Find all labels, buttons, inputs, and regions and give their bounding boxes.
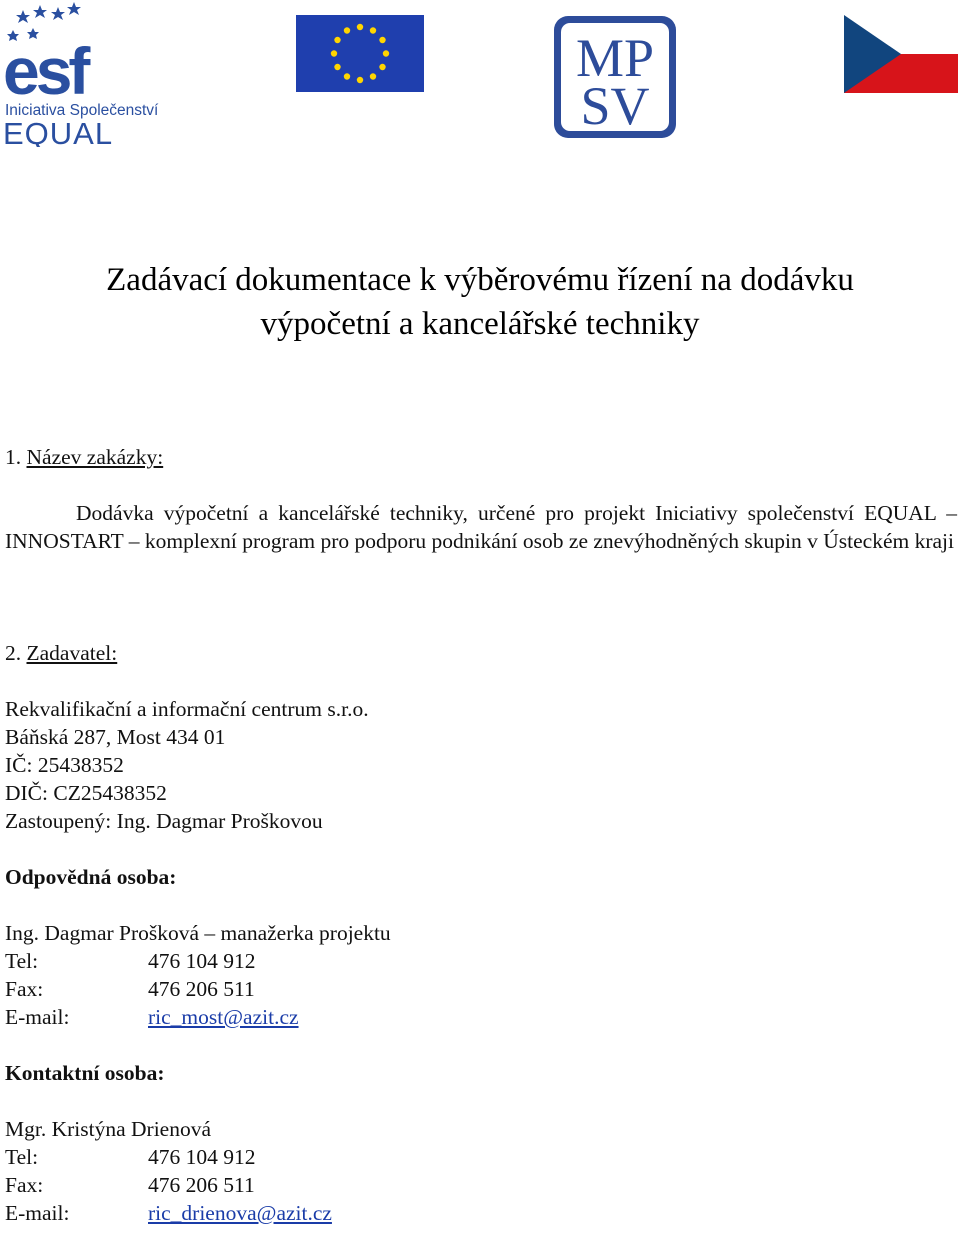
contract-description: Dodávka výpočetní a kancelářské techniky, určené pro projekt Iniciativy společenství EQUAL – INNOSTART – komplexní program pro podporu podnikání osob ze znevýhodněných skupin v Ústeckém kraji: [5, 501, 957, 553]
responsible-fax-value: 476 206 511: [148, 977, 255, 1001]
contracting-authority-address: Báňská 287, Most 434 01: [5, 725, 226, 749]
esf-equal-logo: [3, 2, 171, 147]
section2-heading: [5, 639, 117, 667]
section1-number: 1.: [5, 445, 22, 469]
contact-person-heading: Kontaktní osoba:: [5, 1061, 165, 1085]
mpsv-logo: [552, 14, 678, 140]
section1-heading: [5, 443, 163, 471]
responsible-tel-row: [5, 947, 256, 975]
contracting-authority-representative: Zastoupený: Ing. Dagmar Proškovou: [5, 809, 323, 833]
responsible-person-heading: Odpovědná osoba:: [5, 865, 177, 889]
contact-fax-value: 476 206 511: [148, 1173, 255, 1197]
contracting-authority-name: Rekvalifikační a informační centrum s.r.o.: [5, 697, 369, 721]
contact-fax-label: Fax:: [5, 1173, 44, 1197]
responsible-person-name: Ing. Dagmar Prošková – manažerka projektu: [5, 921, 391, 945]
contact-tel-value: 476 104 912: [148, 1145, 256, 1169]
title-line-2: výpočetní a kancelářské techniky: [260, 306, 700, 342]
responsible-fax-label: Fax:: [5, 977, 44, 1001]
section2-number: 2.: [5, 641, 22, 665]
section2-heading-text: Zadavatel:: [26, 641, 118, 665]
contact-email-row: [5, 1199, 332, 1227]
contact-email-link[interactable]: ric_drienova@azit.cz: [148, 1201, 332, 1225]
contact-email-label: E-mail:: [5, 1201, 70, 1225]
responsible-tel-label: Tel:: [5, 949, 39, 973]
responsible-email-link[interactable]: ric_most@azit.cz: [148, 1005, 299, 1029]
responsible-tel-value: 476 104 912: [148, 949, 256, 973]
title-line-1: Zadávací dokumentace k výběrovému řízení na dodávku: [106, 262, 854, 298]
contracting-authority-ic: IČ: 25438352: [5, 753, 124, 777]
eu-flag-logo: [296, 15, 424, 92]
contact-person-name: Mgr. Kristýna Drienová: [5, 1117, 212, 1141]
contracting-authority-dic: DIČ: CZ25438352: [5, 781, 167, 805]
contact-tel-row: [5, 1143, 256, 1171]
responsible-email-row: [5, 1003, 299, 1031]
mpsv-top-text: MP: [575, 28, 655, 88]
section1-heading-text: Název zakázky:: [26, 445, 164, 469]
czech-flag-logo: [844, 15, 958, 93]
equal-wordmark: EQUAL: [3, 116, 114, 147]
responsible-fax-row: [5, 975, 255, 1003]
esf-mark: esf: [3, 34, 87, 108]
responsible-email-label: E-mail:: [5, 1005, 70, 1029]
contact-fax-row: [5, 1171, 255, 1199]
document-title: [0, 258, 960, 346]
mpsv-bottom-text: SV: [580, 76, 650, 136]
esf-tagline: Iniciativa Společenství: [5, 102, 159, 119]
contact-tel-label: Tel:: [5, 1145, 39, 1169]
